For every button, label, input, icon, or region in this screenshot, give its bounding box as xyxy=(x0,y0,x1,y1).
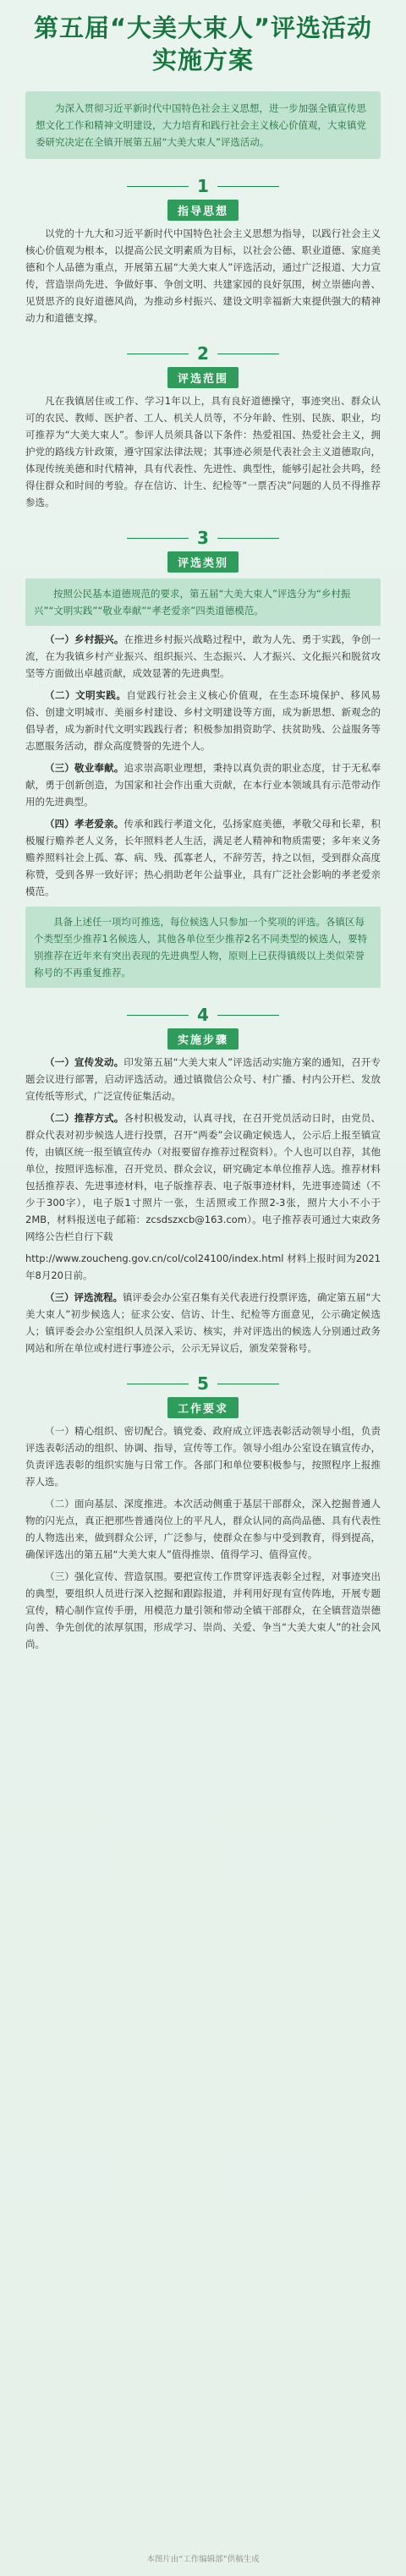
section-title: 实施步骤 xyxy=(167,1028,239,1050)
page-title xyxy=(0,0,406,76)
section-number: 2 xyxy=(197,343,209,364)
section-title: 评选类别 xyxy=(167,551,239,573)
item-label: （二）文明实践。 xyxy=(45,689,127,701)
section-header xyxy=(25,343,381,387)
list-item: （二）面向基层、深度推进。本次活动侧重于基层干部群众，深入挖掘普通人物的闪光点，真正把那些普通岗位上的平凡人，群众认同的高尚品德、具有代表性的人物选出来，做到群众公评，广泛参与，使群众在参与中受到教育，得到提高，确保评选出的第五届“大美大束人”值得推崇、值得学习、值得宣传。 xyxy=(25,1498,381,1560)
item-text: 自觉践行社会主义核心价值观，在生态环境保护、移风易俗、创建文明城市、美丽乡村建设、乡村文明建设等方面，成为新思想、新观念的倡导者，成为新时代文明实践践行者；积极参加捐资助学、扶贫助残、公益服务等志愿服务活动，群众高度赞誉的先进个人。 xyxy=(25,689,381,752)
list-item xyxy=(25,687,381,754)
item-label: （一）乡村振兴。 xyxy=(45,633,124,645)
section-guiding-thought xyxy=(25,176,381,326)
list-item: （一）精心组织、密切配合。镇党委、政府成立评选表彰活动领导小组，负责评选表彰活动的组织、协调、指导，宣传等工作。领导小组办公室设在镇宣传办，负责评选表彰的组织实施与日常工作。各部门和单位要积极参与，按照程序上报推荐人选。 xyxy=(25,1425,381,1488)
list-item xyxy=(25,1054,381,1104)
section-categories xyxy=(25,528,381,988)
paragraph: 凡在我镇居住或工作、学习1年以上，具有良好道德操守，事迹突出、群众认可的农民、教师、医护者、工人、机关人员等，不分年龄、性别、民族、职业，均可推荐为“大美大束人”。参评人员须具备以下条件：热爱祖国、热爱社会主义，拥护党的路线方针政策，遵守国家法律法规；其事迹必须是代表社会主义道德取向，体现传统美德和时代精神，具有代表性、先进性、典型性，能够引起社会共鸣，经得住群众和时间的考验。存在信访、计生、纪检等“一票否决”问题的人员不得推荐参选。 xyxy=(25,395,381,508)
paragraph: 以党的十九大和习近平新时代中国特色社会主义思想为指导，以践行社会主义核心价值观为根本，以提高公民文明素质为目标，以社会公德、职业道德、家庭美德和个人品德为重点，开展第五届“大美大束人”评选活动，通过广泛报道、大力宣传，营造崇尚先进、争做好事、争创文明、共建家园的良好氛围，树立崇德向善、见贤思齐的良好道德风尚，为推动乡村振兴、建设文明幸福新大束提供强大的精神动力和道德支撑。 xyxy=(25,227,381,324)
section-header xyxy=(25,528,381,572)
item-label: （三）评选流程。 xyxy=(45,1291,123,1303)
section-header xyxy=(25,176,381,220)
list-item xyxy=(25,815,381,900)
section-number: 1 xyxy=(197,176,209,196)
list-item xyxy=(25,1110,381,1245)
section-scope xyxy=(25,343,381,511)
item-label: （四）孝老爱亲。 xyxy=(45,818,124,830)
item-text: 追求崇高职业理想，秉持以真负责的职业态度，甘于无私奉献，勇于创新创造，为国家和社会作出重大贡献，在本行业本领域具有示范带动作用的先进典型。 xyxy=(25,762,381,808)
section-number: 5 xyxy=(197,1373,209,1394)
highlight-box: 具备上述任一项均可推选，每位候选人只参加一个奖项的评选。各镇区每个类型至少推荐1名候选人，其他各单位至少推荐2名不同类型的候选人，要特别推荐在近年来有突出表现的先进典型人物，原则上已获得镇级以上类似荣誉称号的不再重复推荐。 xyxy=(25,907,381,988)
section-header xyxy=(25,1005,381,1049)
section-title: 评选范围 xyxy=(167,367,239,388)
highlight-box: 按照公民基本道德规范的要求，第五届“大美大束人”评选分为“乡村振兴”“文明实践”“敬业奉献”“孝老爱亲”四类道德模范。 xyxy=(25,578,381,626)
list-item xyxy=(25,1250,381,1284)
list-item xyxy=(25,1289,381,1357)
title-line-2: 实施方案 xyxy=(151,46,254,74)
title-line-1: 第五届“大美大束人”评选活动 xyxy=(33,14,373,42)
item-label: （三）敬业奉献。 xyxy=(45,762,124,774)
section-steps xyxy=(25,1005,381,1357)
item-text: 在推进乡村振兴战略过程中，敢为人先、勇于实践，争创一流，在为我镇乡村产业振兴、组织振兴、生态振兴、人才振兴、文化振兴和脱贫攻坚等方面做出卓越贡献，成效显著的先进典型。 xyxy=(25,633,381,679)
section-title: 指导思想 xyxy=(167,200,239,221)
item-text: 镇评委会办公室召集有关代表进行投票评选，确定第五届“大美大束人”初步候选人；征求公安、信访、计生、纪检等方面意见，公示确定候选人；镇评委会办公室组织人员深入采访、核实，并对评选出的候选人分别通过政务网站和所在单位或村进行事迹公示，公示无异议后，颁发荣誉称号。 xyxy=(25,1291,381,1354)
list-item: （三）强化宣传、营造氛围。要把宣传工作贯穿评选表彰全过程，对事迹突出的典型，要组织人员进行深入挖掘和跟踪报道，并利用好现有宣传阵地，开展专题宣传，精心制作宣传手册，用模范力量引领和带动全镇干部群众，在全镇营造崇德向善、争先创优的浓厚氛围，形成学习、崇尚、关爱、争当“大美大束人”的社会风尚。 xyxy=(25,1570,381,1650)
list-item xyxy=(25,759,381,810)
item-text: http://www.zoucheng.gov.cn/col/col24100/index.html 材料上报时间为2021年8月20日前。 xyxy=(25,1252,381,1281)
item-text: 印发第五届“大美大束人”评选活动实施方案的通知，召开专题会议进行部署，启动评选活动。通过镇微信公众号、村广播、村内公开栏、发放宣传纸等形式，广泛宣传征集活动。 xyxy=(25,1056,381,1102)
list-item xyxy=(25,631,381,682)
intro-box: 为深入贯彻习近平新时代中国特色社会主义思想，进一步加强全镇宣传思想文化工作和精神文明建设，大力培育和践行社会主义核心价值观，大束镇党委研究决定在全镇开展第五届“大美大束人”评选活动。 xyxy=(25,91,381,159)
section-number: 3 xyxy=(197,528,209,548)
item-label: （二）推荐方式。 xyxy=(45,1112,124,1124)
item-label: （一）宣传发动。 xyxy=(45,1056,124,1068)
section-requirements xyxy=(25,1373,381,1652)
item-text: 传承和践行孝道文化，弘扬家庭美德，孝敬父母和长辈，积极履行赡养老人义务，长年照料老人生活，满足老人精神和物质需要；多年来义务赡养照料社会上孤、寡、病、残、孤寡老人，不辞劳苦，持之以恒，受到群众高度称赞，受到各界一致好评；热心捐助老年公益事业，具有广泛社会影响的孝老爱亲模范。 xyxy=(25,818,381,897)
section-number: 4 xyxy=(197,1005,209,1025)
item-text: 各村积极发动，认真寻找，在召开党员活动日时，由党员、群众代表对初步候选人进行投票，召开“两委”会议确定候选人，公示后上报至镇宣传，由镇区统一报至镇宣传办（对报要留存推荐过程资料）。个人也可以自荐，其他单位，按照评选标准，召开党员、群众会议，研究确定本单位推荐人选。推荐材料包括推荐表、先进事迹材料，电子版推荐表、电子版事迹材料，先进事迹简述（不少于300字），电子版1寸照片一张，生活照或工作照2-3张，照片大小不小于2MB，材料报送电子邮箱：zcsdszxcb@163.com）。电子推荐表可通过大束政务网络公告栏自行下载 xyxy=(25,1112,381,1242)
footer-credit: 本图片由“工作编辑部”供稿生成 xyxy=(146,2555,260,2564)
section-title: 工作要求 xyxy=(167,1397,239,1418)
section-header xyxy=(25,1373,381,1417)
